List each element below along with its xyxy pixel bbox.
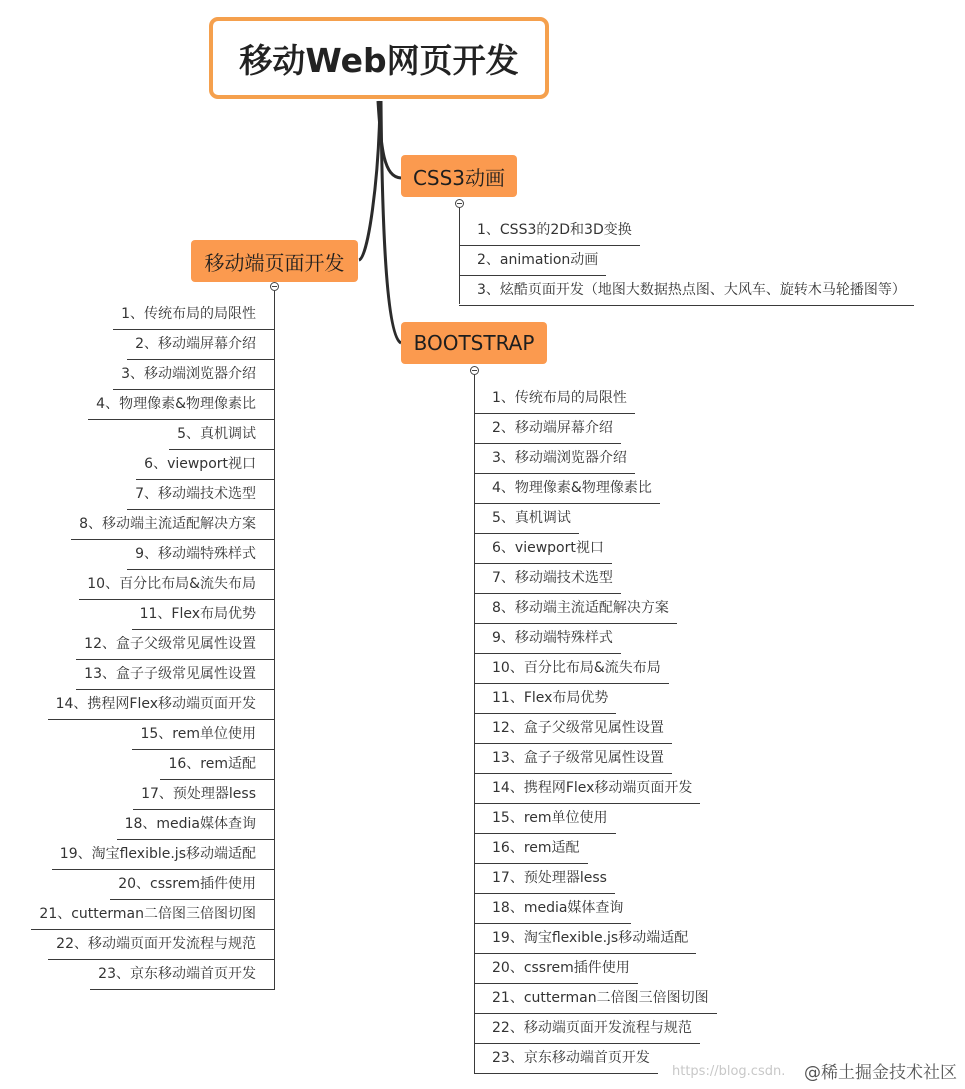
url-watermark: https://blog.csdn. <box>672 1064 786 1079</box>
bootstrap-item-9[interactable]: 9、移动端特殊样式 <box>474 624 621 654</box>
root-title: 移动Web网页开发 <box>239 40 519 80</box>
mobile-item-20[interactable]: 20、cssrem插件使用 <box>110 870 275 900</box>
root-node[interactable] <box>209 17 549 99</box>
bootstrap-item-20[interactable]: 20、cssrem插件使用 <box>474 954 638 984</box>
mobile-item-6[interactable]: 6、viewport视口 <box>136 450 275 480</box>
branch-mobile-label: 移动端页面开发 <box>204 250 345 275</box>
site-watermark: @稀土掘金技术社区 <box>804 1063 957 1083</box>
bootstrap-item-10[interactable]: 10、百分比布局&流失布局 <box>474 654 669 684</box>
mobile-item-9[interactable]: 9、移动端特殊样式 <box>127 540 275 570</box>
branch-bootstrap[interactable] <box>401 322 547 364</box>
bootstrap-item-1[interactable]: 1、传统布局的局限性 <box>474 384 635 414</box>
collapse-bootstrap-icon[interactable] <box>470 366 479 375</box>
bootstrap-item-7[interactable]: 7、移动端技术选型 <box>474 564 621 594</box>
mobile-item-2[interactable]: 2、移动端屏幕介绍 <box>127 330 275 360</box>
css3-item-2[interactable]: 2、animation动画 <box>459 246 606 276</box>
mobile-item-13[interactable]: 13、盒子子级常见属性设置 <box>76 660 275 690</box>
bootstrap-item-12[interactable]: 12、盒子父级常见属性设置 <box>474 714 672 744</box>
bootstrap-item-14[interactable]: 14、携程网Flex移动端页面开发 <box>474 774 700 804</box>
bootstrap-item-19[interactable]: 19、淘宝flexible.js移动端适配 <box>474 924 696 954</box>
mobile-item-11[interactable]: 11、Flex布局优势 <box>132 600 275 630</box>
branch-css3[interactable] <box>401 155 517 197</box>
bootstrap-item-16[interactable]: 16、rem适配 <box>474 834 588 864</box>
connector-bootstrap <box>381 101 401 343</box>
mobile-item-15[interactable]: 15、rem单位使用 <box>132 720 275 750</box>
mobile-item-8[interactable]: 8、移动端主流适配解决方案 <box>71 510 275 540</box>
bootstrap-item-11[interactable]: 11、Flex布局优势 <box>474 684 616 714</box>
mobile-item-1[interactable]: 1、传统布局的局限性 <box>113 300 275 330</box>
bootstrap-item-6[interactable]: 6、viewport视口 <box>474 534 612 564</box>
mobile-item-14[interactable]: 14、携程网Flex移动端页面开发 <box>48 690 275 720</box>
connector-mobile <box>359 101 380 260</box>
mobile-item-5[interactable]: 5、真机调试 <box>169 420 275 450</box>
bootstrap-item-17[interactable]: 17、预处理器less <box>474 864 615 894</box>
bootstrap-item-3[interactable]: 3、移动端浏览器介绍 <box>474 444 635 474</box>
css3-item-3[interactable]: 3、炫酷页面开发（地图大数据热点图、大风车、旋转木马轮播图等） <box>459 276 914 306</box>
mobile-item-19[interactable]: 19、淘宝flexible.js移动端适配 <box>52 840 275 870</box>
collapse-css3-icon[interactable] <box>455 199 464 208</box>
mobile-item-7[interactable]: 7、移动端技术选型 <box>127 480 275 510</box>
bootstrap-item-21[interactable]: 21、cutterman二倍图三倍图切图 <box>474 984 717 1014</box>
bootstrap-item-18[interactable]: 18、media媒体查询 <box>474 894 631 924</box>
bootstrap-item-2[interactable]: 2、移动端屏幕介绍 <box>474 414 621 444</box>
mobile-item-3[interactable]: 3、移动端浏览器介绍 <box>113 360 275 390</box>
collapse-mobile-icon[interactable] <box>270 282 279 291</box>
mobile-item-16[interactable]: 16、rem适配 <box>160 750 275 780</box>
mobile-item-10[interactable]: 10、百分比布局&流失布局 <box>79 570 275 600</box>
mobile-item-23[interactable]: 23、京东移动端首页开发 <box>90 960 275 990</box>
mobile-item-21[interactable]: 21、cutterman二倍图三倍图切图 <box>31 900 275 930</box>
bootstrap-item-13[interactable]: 13、盒子子级常见属性设置 <box>474 744 672 774</box>
bootstrap-item-5[interactable]: 5、真机调试 <box>474 504 579 534</box>
mobile-item-22[interactable]: 22、移动端页面开发流程与规范 <box>48 930 275 960</box>
mobile-item-12[interactable]: 12、盒子父级常见属性设置 <box>76 630 275 660</box>
bootstrap-item-22[interactable]: 22、移动端页面开发流程与规范 <box>474 1014 700 1044</box>
branch-mobile[interactable] <box>191 240 358 282</box>
branch-bootstrap-label: BOOTSTRAP <box>413 331 535 355</box>
mobile-item-4[interactable]: 4、物理像素&物理像素比 <box>88 390 275 420</box>
bootstrap-item-23[interactable]: 23、京东移动端首页开发 <box>474 1044 658 1074</box>
branch-css3-label: CSS3动画 <box>412 165 506 190</box>
bootstrap-item-8[interactable]: 8、移动端主流适配解决方案 <box>474 594 677 624</box>
mobile-item-18[interactable]: 18、media媒体查询 <box>117 810 275 840</box>
mobile-item-17[interactable]: 17、预处理器less <box>133 780 275 810</box>
css3-item-1[interactable]: 1、CSS3的2D和3D变换 <box>459 216 640 246</box>
bootstrap-item-4[interactable]: 4、物理像素&物理像素比 <box>474 474 660 504</box>
bootstrap-item-15[interactable]: 15、rem单位使用 <box>474 804 616 834</box>
